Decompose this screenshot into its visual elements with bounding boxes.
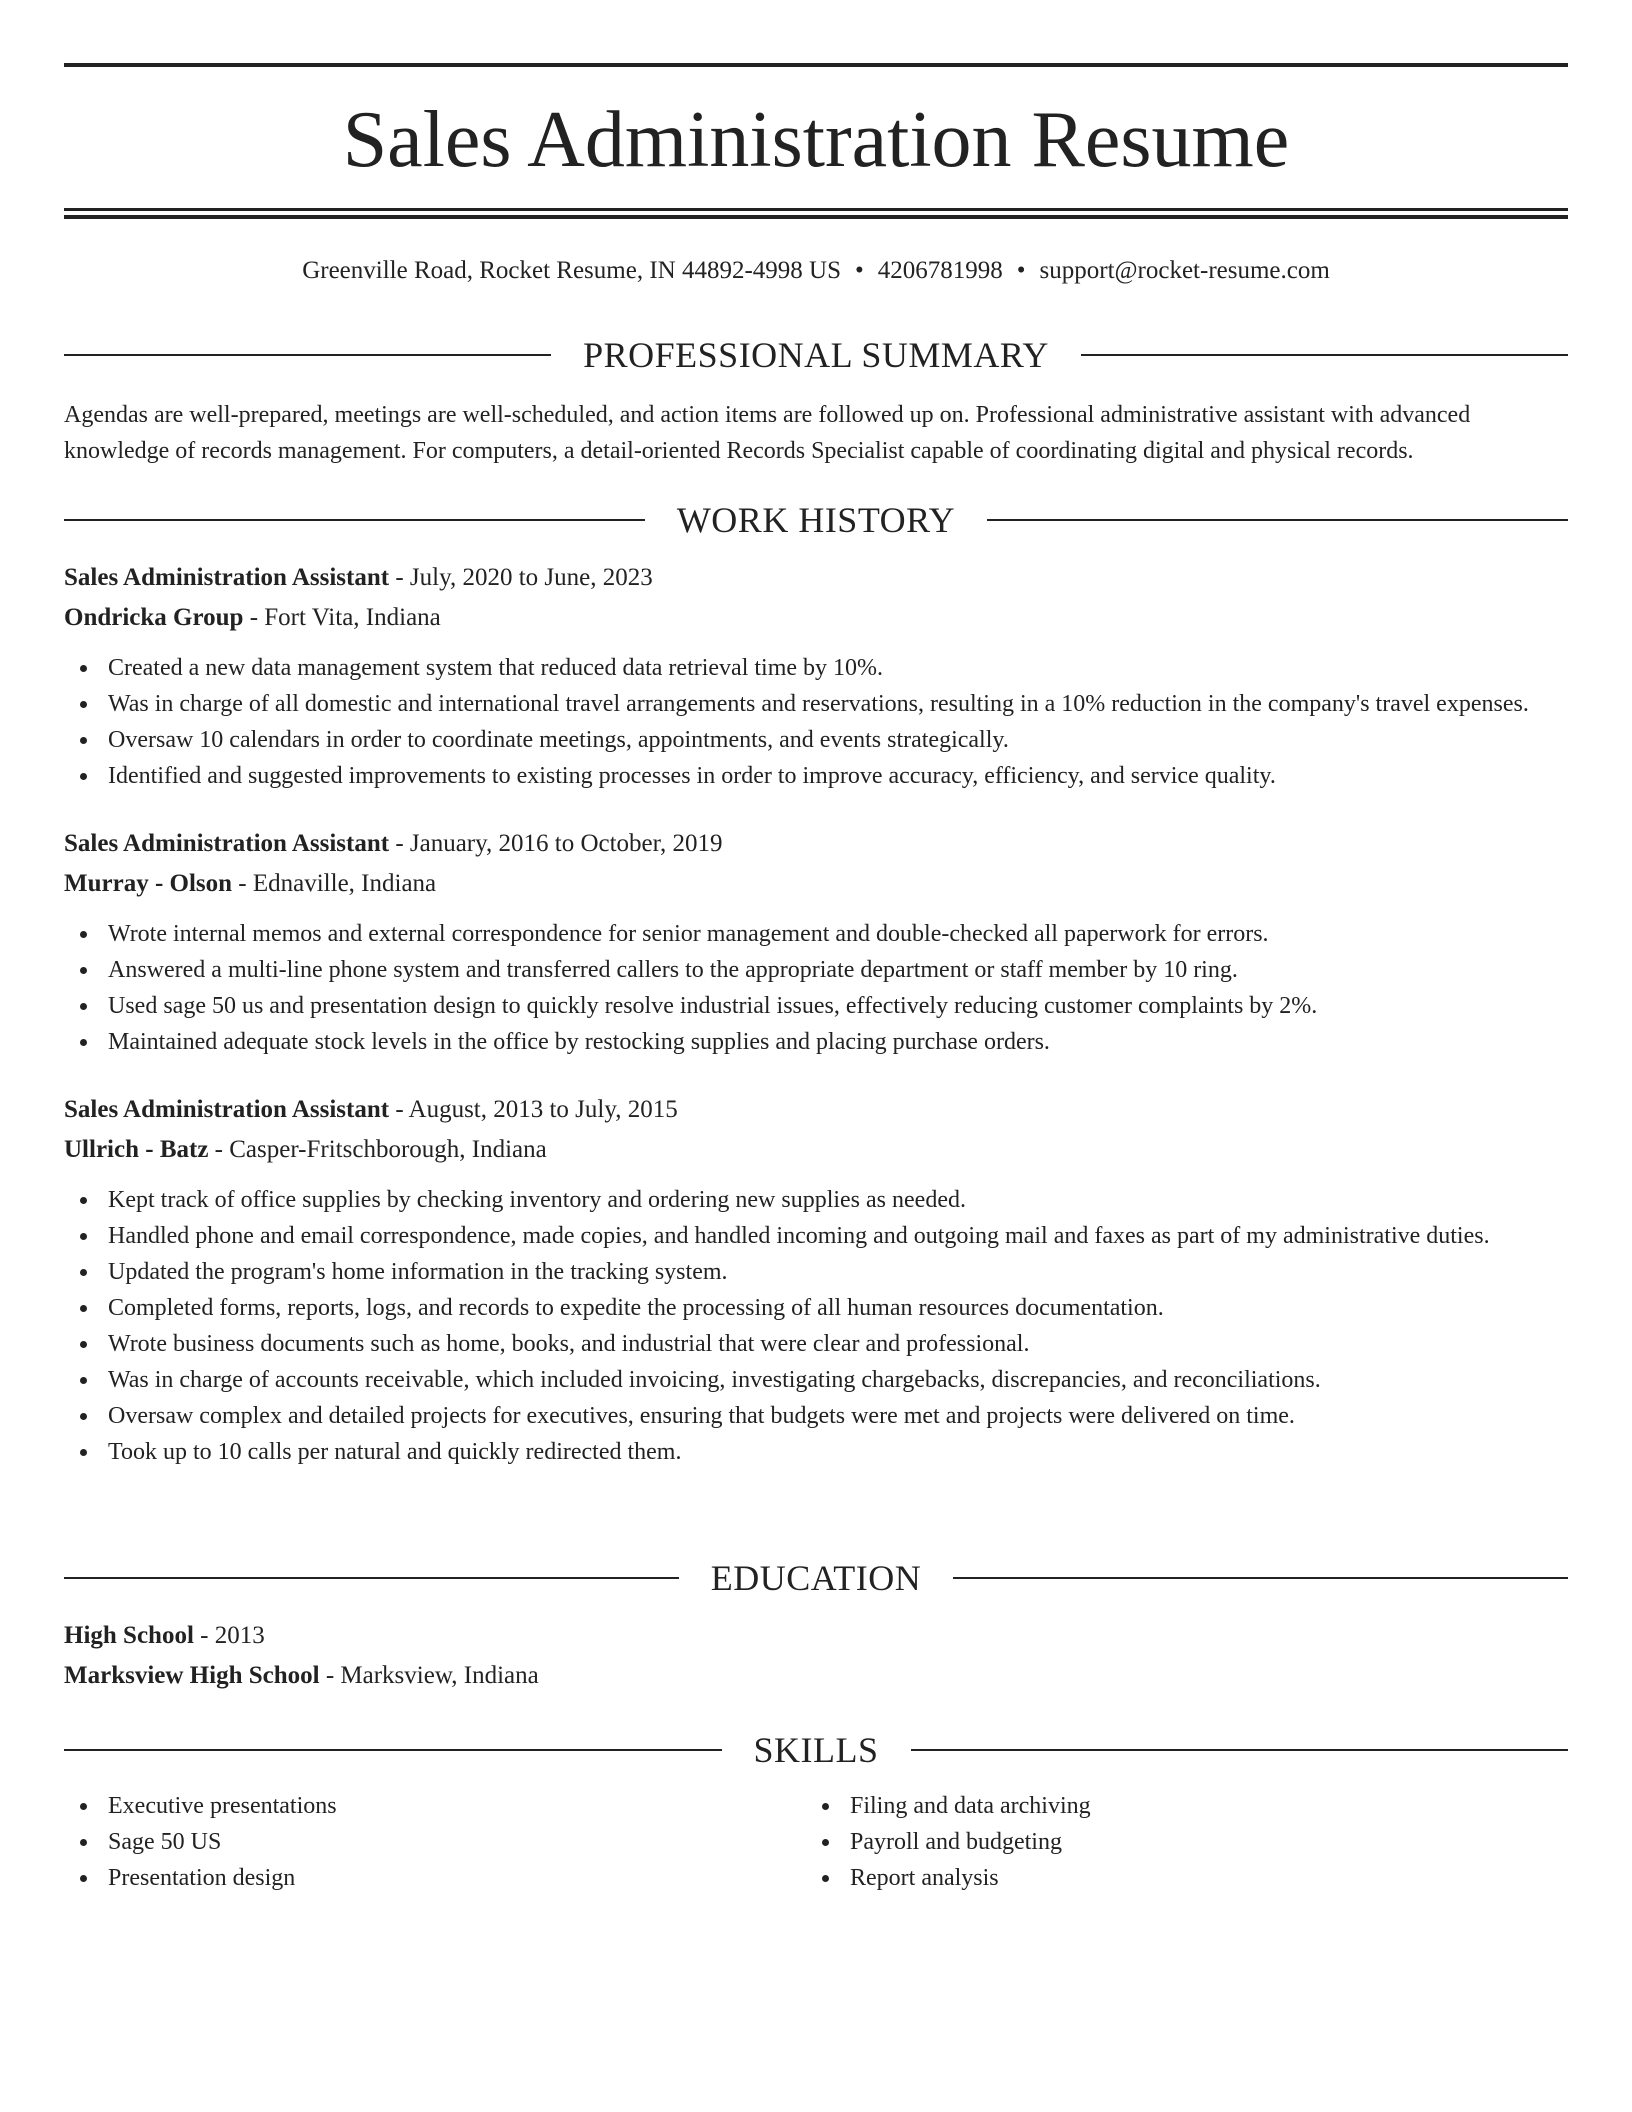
summary-section	[64, 333, 1568, 469]
list-item: Oversaw complex and detailed projects for executives, ensuring that budgets were met and projects were delivered on time.	[64, 1398, 1568, 1434]
skills-section	[64, 1728, 1568, 1896]
job-location: - Ednaville, Indiana	[232, 870, 437, 897]
section-heading-label: SKILLS	[753, 1730, 879, 1770]
contact-separator: •	[1016, 257, 1026, 284]
contact-address: Greenville Road, Rocket Resume, IN 44892-4998 US	[302, 257, 841, 284]
section-heading	[64, 1728, 1568, 1772]
list-item: Created a new data management system that reduced data retrieval time by 10%.	[64, 650, 1568, 686]
heading-rule-left	[64, 354, 551, 356]
heading-rule-left	[64, 519, 645, 521]
job-dates: - January, 2016 to October, 2019	[389, 830, 723, 857]
education-section	[64, 1556, 1568, 1696]
skill-item: Presentation design	[64, 1860, 806, 1896]
job-title: Sales Administration Assistant	[64, 564, 390, 591]
skill-item: Filing and data archiving	[806, 1788, 1548, 1824]
job-title-line	[64, 1090, 1568, 1130]
job-title-line	[64, 558, 1568, 598]
education-year: - 2013	[193, 1622, 265, 1649]
summary-text: Agendas are well-prepared, meetings are well-scheduled, and action items are followed up on. Professional administrative assistant with advanced knowledge of records management. For computers, a detail-oriented Records Specialist capable of coordinating digital and physical records.	[64, 402, 1471, 464]
resume-title: Sales Administration Resume	[342, 96, 1290, 184]
heading-rule-right	[911, 1749, 1569, 1751]
list-item: Completed forms, reports, logs, and records to expedite the processing of all human resources documentation.	[64, 1290, 1568, 1326]
title-double-rule	[64, 208, 1568, 219]
job-company: Murray - Olson	[64, 870, 233, 897]
list-item: Updated the program's home information in the tracking system.	[64, 1254, 1568, 1290]
job-bullets	[64, 916, 1568, 1060]
skills-list-left	[64, 1788, 806, 1896]
skills-columns	[64, 1788, 1568, 1896]
education-location: - Marksview, Indiana	[319, 1662, 539, 1689]
job-location: - Casper-Fritschborough, Indiana	[208, 1136, 547, 1163]
job-company-line	[64, 1130, 1568, 1170]
contact-line	[64, 254, 1568, 288]
skill-item: Sage 50 US	[64, 1824, 806, 1860]
list-item: Was in charge of accounts receivable, which included invoicing, investigating chargebacks, discrepancies, and reconciliations.	[64, 1362, 1568, 1398]
heading-rule-left	[64, 1577, 679, 1579]
heading-rule-right	[987, 519, 1568, 521]
contact-separator: •	[854, 257, 864, 284]
job-dates: - July, 2020 to June, 2023	[389, 564, 653, 591]
education-school-line	[64, 1656, 1568, 1696]
list-item: Took up to 10 calls per natural and quickly redirected them.	[64, 1434, 1568, 1470]
job-company-line	[64, 598, 1568, 638]
job-title-line	[64, 824, 1568, 864]
job-title: Sales Administration Assistant	[64, 1096, 390, 1123]
job-company: Ondricka Group	[64, 604, 244, 631]
list-item: Wrote business documents such as home, books, and industrial that were clear and professional.	[64, 1326, 1568, 1362]
section-heading	[64, 1556, 1568, 1600]
job-location: - Fort Vita, Indiana	[243, 604, 441, 631]
education-degree-line	[64, 1616, 1568, 1656]
job-entry	[64, 558, 1568, 794]
heading-rule-left	[64, 1749, 722, 1751]
job-dates: - August, 2013 to July, 2015	[389, 1096, 678, 1123]
section-heading-label: WORK HISTORY	[676, 500, 956, 540]
heading-rule-right	[953, 1577, 1568, 1579]
job-entry	[64, 824, 1568, 1060]
education-degree: High School	[64, 1622, 194, 1649]
section-heading	[64, 498, 1568, 542]
contact-phone: 4206781998	[877, 257, 1003, 284]
contact-email: support@rocket-resume.com	[1039, 257, 1330, 284]
education-school: Marksview High School	[64, 1662, 320, 1689]
job-company: Ullrich - Batz	[64, 1136, 209, 1163]
list-item: Used sage 50 us and presentation design to quickly resolve industrial issues, effectively reducing customer complaints by 2%.	[64, 988, 1568, 1024]
heading-rule-right	[1081, 354, 1568, 356]
list-item: Maintained adequate stock levels in the office by restocking supplies and placing purchase orders.	[64, 1024, 1568, 1060]
job-title: Sales Administration Assistant	[64, 830, 390, 857]
top-rule	[64, 63, 1568, 67]
work-history-section	[64, 498, 1568, 1470]
education-entry	[64, 1616, 1568, 1696]
job-company-line	[64, 864, 1568, 904]
section-heading-label: EDUCATION	[710, 1558, 922, 1598]
list-item: Identified and suggested improvements to existing processes in order to improve accuracy, efficiency, and service quality.	[64, 758, 1568, 794]
list-item: Was in charge of all domestic and international travel arrangements and reservations, resulting in a 10% reduction in the company's travel expenses.	[64, 686, 1568, 722]
list-item: Wrote internal memos and external correspondence for senior management and double-checked all paperwork for errors.	[64, 916, 1568, 952]
list-item: Answered a multi-line phone system and transferred callers to the appropriate department or staff member by 10 ring.	[64, 952, 1568, 988]
section-heading-label: PROFESSIONAL SUMMARY	[583, 335, 1049, 375]
list-item: Handled phone and email correspondence, made copies, and handled incoming and outgoing mail and faxes as part of my administrative duties.	[64, 1218, 1568, 1254]
skill-item: Payroll and budgeting	[806, 1824, 1548, 1860]
job-bullets	[64, 650, 1568, 794]
job-entry	[64, 1090, 1568, 1470]
skill-item: Executive presentations	[64, 1788, 806, 1824]
section-heading	[64, 333, 1568, 377]
skills-list-right	[806, 1788, 1548, 1896]
list-item: Oversaw 10 calendars in order to coordinate meetings, appointments, and events strategically.	[64, 722, 1568, 758]
job-bullets	[64, 1182, 1568, 1470]
list-item: Kept track of office supplies by checking inventory and ordering new supplies as needed.	[64, 1182, 1568, 1218]
skill-item: Report analysis	[806, 1860, 1548, 1896]
